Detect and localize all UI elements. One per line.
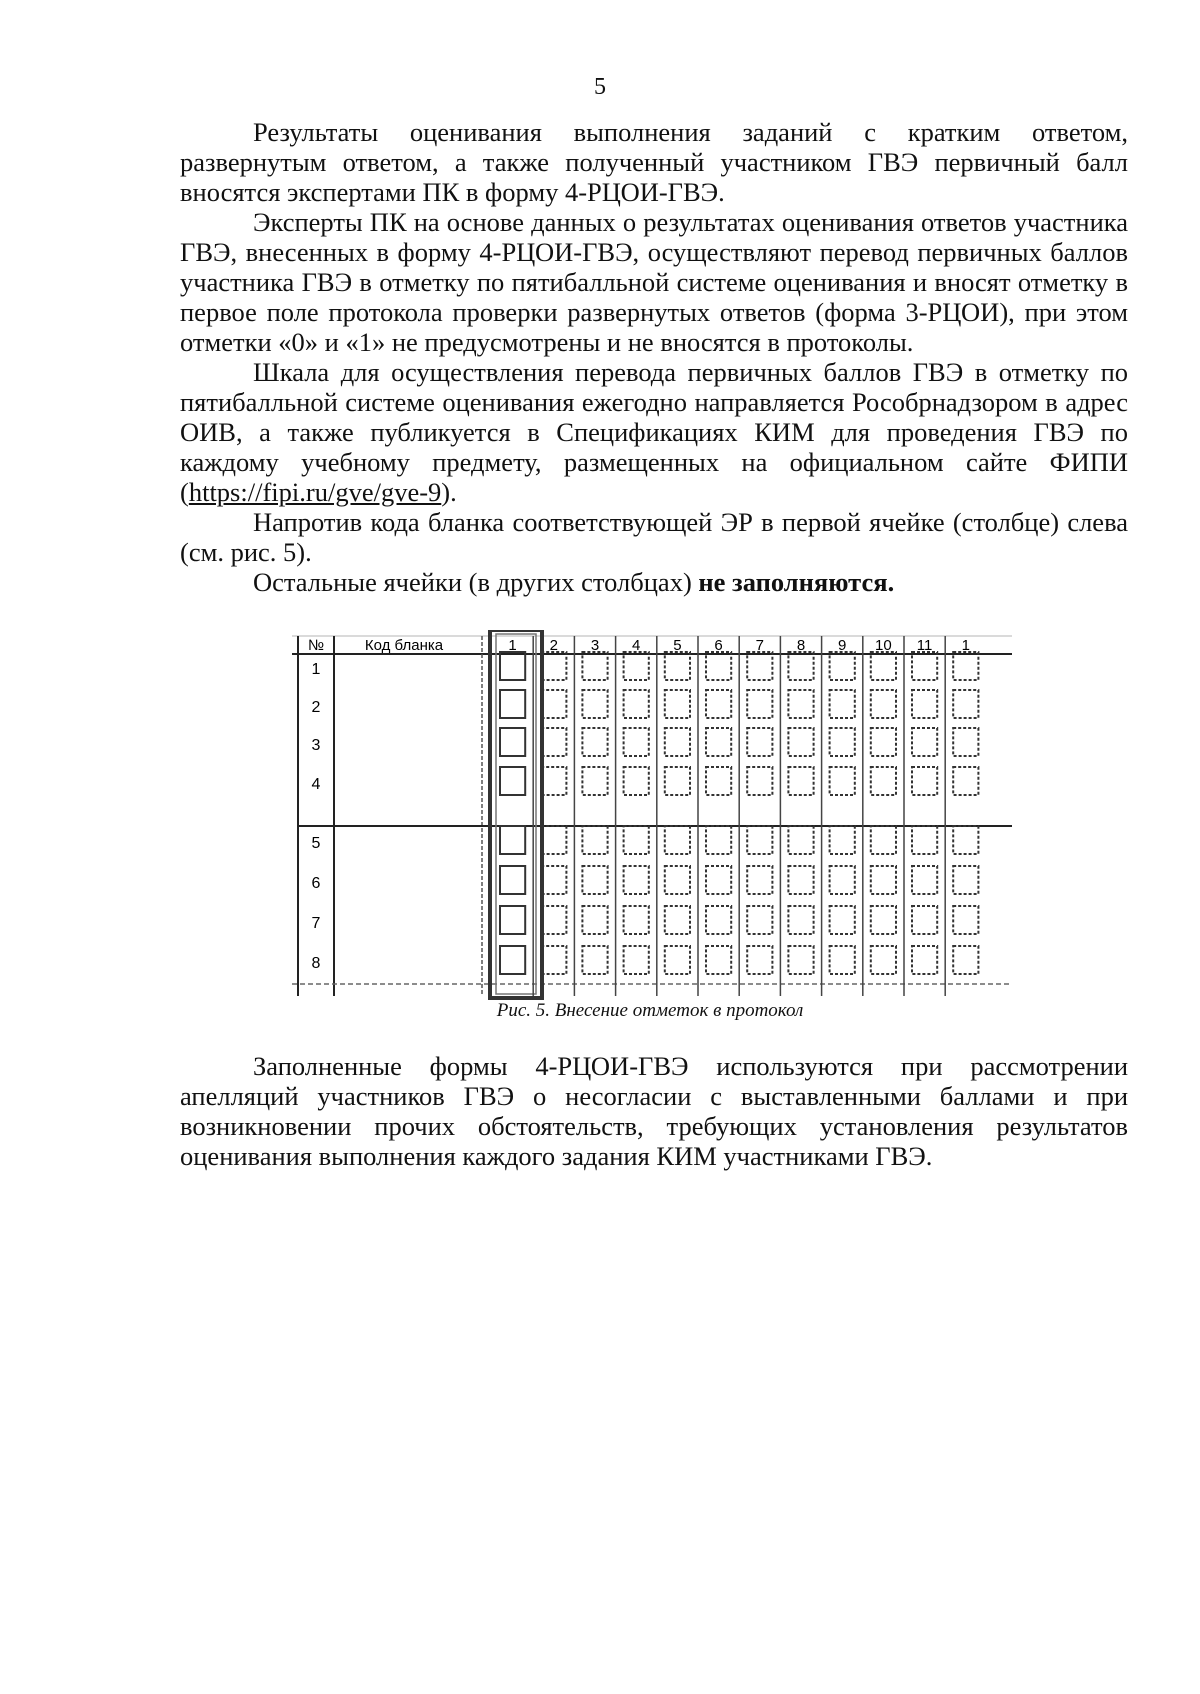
- column-header: 10: [875, 637, 892, 654]
- paragraph-scale: [180, 357, 1128, 507]
- scale-text: Шкала для осуществления перевода первичных баллов ГВЭ в отметку по пятибалльной системе оценивания ежегодно направляется Рособрнадзором в адрес ОИВ, а также публикуется в Спецификациях КИМ для проведения ГВЭ по каждому учебному предмету, размещенных на официальном сайте ФИПИ (: [180, 357, 1128, 507]
- scale-text-end: ).: [441, 477, 457, 507]
- body-text-top: [180, 117, 1128, 597]
- paragraph-code: Напротив кода бланка соответствующей ЭР в первой ячейке (столбце) слева (см. рис. 5).: [180, 507, 1128, 567]
- row-number: 7: [311, 915, 321, 932]
- header-code: Код бланка: [364, 637, 444, 654]
- figure-protocol-table: [292, 630, 1012, 1000]
- column-header: 8: [796, 637, 806, 654]
- column-header: 1: [961, 637, 970, 654]
- paragraph-results: Результаты оценивания выполнения заданий с кратким ответом, развернутым ответом, а также полученный участником ГВЭ первичный балл вносятся экспертами ПК в форму 4-РЦОИ-ГВЭ.: [180, 117, 1128, 207]
- column-header: 9: [838, 637, 847, 654]
- figure-caption: Рис. 5. Внесение отметок в протокол: [496, 1000, 804, 1021]
- column-header: 7: [755, 637, 764, 654]
- column-header: 3: [590, 637, 600, 654]
- row-number: 5: [311, 835, 321, 852]
- fipi-link[interactable]: https://fipi.ru/gve/gve-9: [188, 477, 442, 507]
- paragraph-other-cells: [180, 567, 1128, 597]
- column-header: 11: [916, 637, 933, 654]
- other-cells-text: Остальные ячейки (в других столбцах): [253, 567, 699, 597]
- row-number: 2: [311, 699, 321, 716]
- row-number: 6: [311, 875, 321, 892]
- row-number: 1: [311, 661, 321, 678]
- column-header: 5: [673, 637, 682, 654]
- row-number: 3: [311, 737, 321, 754]
- column-header: 1: [508, 637, 517, 654]
- row-number: 8: [311, 955, 321, 972]
- row-number: 4: [311, 776, 321, 793]
- other-cells-bold: не заполняются.: [698, 567, 895, 597]
- paragraph-experts: Эксперты ПК на основе данных о результатах оценивания ответов участника ГВЭ, внесенных в форму 4-РЦОИ-ГВЭ, осуществляют перевод первичных баллов участника ГВЭ в отметку по пятибалльной системе оценивания и вносят отметку в первое поле протокола проверки развернутых ответов (форма 3-РЦОИ), при этом отметки «0» и «1» не предусмотрены и не вносятся в протоколы.: [180, 207, 1128, 357]
- header-number: №: [307, 637, 325, 654]
- paragraph-appeals: Заполненные формы 4-РЦОИ-ГВЭ используются при рассмотрении апелляций участников ГВЭ о несогласии с выставленными баллами и при возникновении прочих обстоятельств, требующих установления результатов оценивания выполнения каждого задания КИМ участниками ГВЭ.: [180, 1051, 1128, 1171]
- body-text-bottom: [180, 1051, 1128, 1171]
- column-header: 2: [549, 637, 558, 654]
- page-number: 5: [594, 74, 606, 100]
- protocol-table-image: [292, 630, 1012, 1000]
- column-header: 4: [632, 637, 641, 654]
- column-header: 6: [714, 637, 723, 654]
